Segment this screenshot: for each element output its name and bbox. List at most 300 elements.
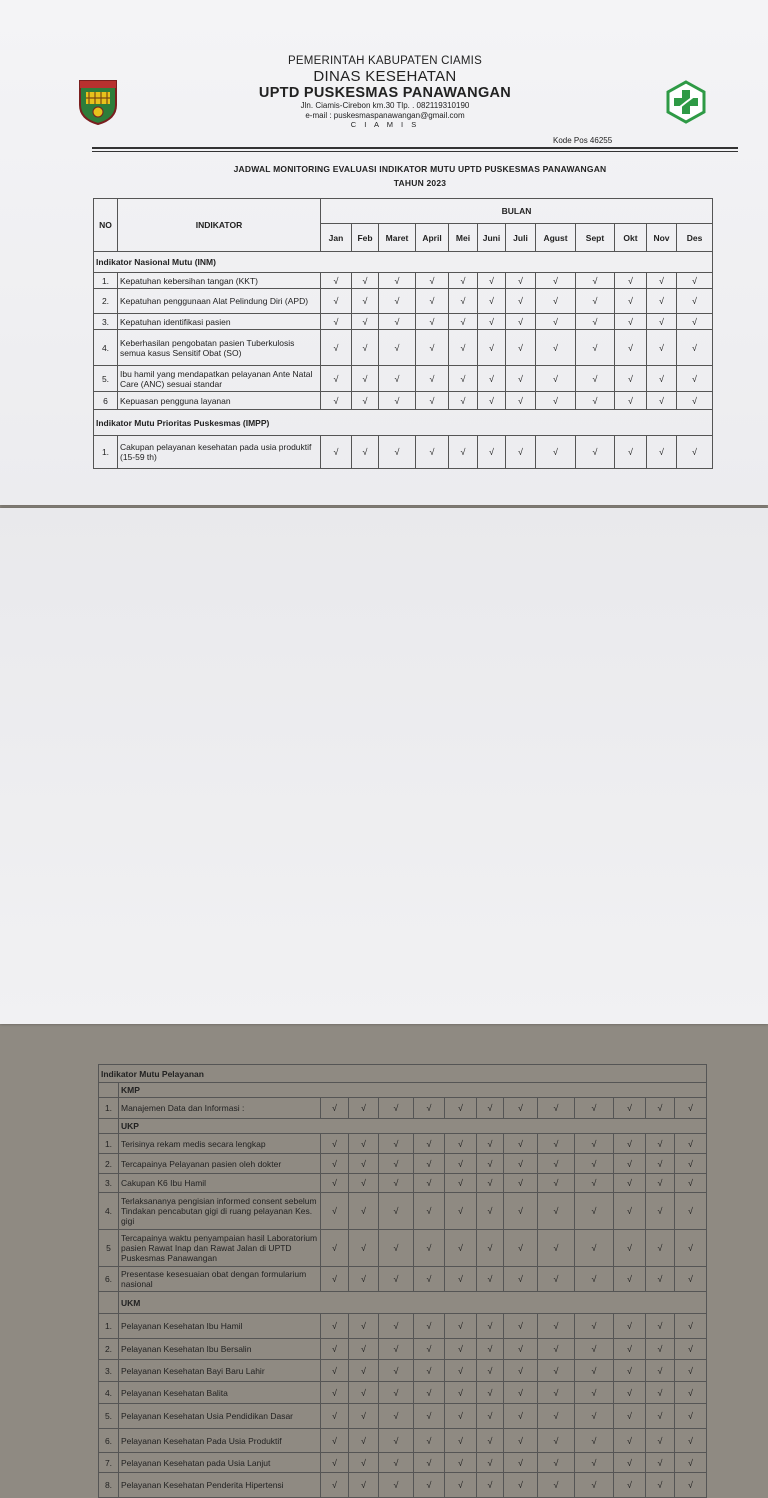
section-title: Indikator Nasional Mutu (INM) (94, 252, 713, 273)
check-mark: √ (477, 1174, 504, 1193)
check-mark: √ (614, 1404, 646, 1429)
check-mark: √ (504, 1193, 538, 1230)
check-mark: √ (445, 1174, 477, 1193)
check-mark: √ (352, 436, 379, 469)
check-mark: √ (646, 1154, 675, 1174)
check-mark: √ (504, 1314, 538, 1339)
check-mark: √ (477, 1453, 504, 1473)
check-mark: √ (445, 1360, 477, 1382)
check-mark: √ (677, 436, 713, 469)
check-mark: √ (414, 1154, 445, 1174)
check-mark: √ (614, 1134, 646, 1154)
check-mark: √ (646, 1360, 675, 1382)
check-mark: √ (321, 1230, 349, 1267)
check-mark: √ (379, 1314, 414, 1339)
check-mark: √ (379, 1382, 414, 1404)
monitoring-table-2 (98, 1064, 707, 1498)
table-row (94, 392, 713, 410)
check-mark: √ (538, 1098, 575, 1119)
check-mark: √ (575, 1230, 614, 1267)
check-mark: √ (445, 1429, 477, 1453)
check-mark: √ (675, 1134, 707, 1154)
check-mark: √ (352, 314, 379, 330)
check-mark: √ (349, 1360, 379, 1382)
check-mark: √ (445, 1473, 477, 1498)
row-number: 1. (99, 1098, 119, 1119)
check-mark: √ (675, 1360, 707, 1382)
check-mark: √ (614, 1314, 646, 1339)
check-mark: √ (449, 366, 478, 392)
indicator-name: Pelayanan Kesehatan Ibu Hamil (119, 1314, 321, 1339)
check-mark: √ (379, 392, 416, 410)
check-mark: √ (575, 1314, 614, 1339)
month-header-april: April (416, 224, 449, 252)
check-mark: √ (506, 392, 536, 410)
check-mark: √ (321, 1154, 349, 1174)
check-mark: √ (575, 1098, 614, 1119)
row-number: 1. (99, 1314, 119, 1339)
institution-name: UPTD PUSKESMAS PANAWANGAN (258, 85, 512, 101)
month-header-nov: Nov (647, 224, 677, 252)
check-mark: √ (478, 436, 506, 469)
month-header-juni: Juni (478, 224, 506, 252)
indicator-name: Tercapainya waktu penyampaian hasil Laboratorium pasien Rawat Inap dan Rawat Jalan di UPTD Puskesmas Panawangan (119, 1230, 321, 1267)
indicator-name: Pelayanan Kesehatan Pada Usia Produktif (119, 1429, 321, 1453)
check-mark: √ (536, 289, 576, 314)
check-mark: √ (349, 1382, 379, 1404)
check-mark: √ (675, 1382, 707, 1404)
check-mark: √ (445, 1453, 477, 1473)
ciamis-regency-logo-icon (77, 75, 119, 125)
check-mark: √ (321, 1360, 349, 1382)
check-mark: √ (379, 330, 416, 366)
indicator-name: Pelayanan Kesehatan Usia Pendidikan Dasar (119, 1404, 321, 1429)
check-mark: √ (614, 1193, 646, 1230)
check-mark: √ (576, 392, 615, 410)
check-mark: √ (615, 289, 647, 314)
indicator-name: Kepatuhan penggunaan Alat Pelindung Diri (APD) (118, 289, 321, 314)
check-mark: √ (614, 1098, 646, 1119)
check-mark: √ (321, 392, 352, 410)
check-mark: √ (646, 1267, 675, 1292)
check-mark: √ (477, 1230, 504, 1267)
check-mark: √ (477, 1314, 504, 1339)
check-mark: √ (536, 366, 576, 392)
month-header-maret: Maret (379, 224, 416, 252)
table-row (94, 436, 713, 469)
table-row (99, 1230, 707, 1267)
check-mark: √ (504, 1339, 538, 1360)
page-sheet-1 (0, 0, 768, 505)
check-mark: √ (677, 330, 713, 366)
table-row (99, 1154, 707, 1174)
check-mark: √ (576, 330, 615, 366)
check-mark: √ (675, 1267, 707, 1292)
check-mark: √ (477, 1134, 504, 1154)
check-mark: √ (576, 273, 615, 289)
indicator-name: Pelayanan Kesehatan pada Usia Lanjut (119, 1453, 321, 1473)
check-mark: √ (536, 330, 576, 366)
monitoring-table-1 (93, 198, 713, 469)
check-mark: √ (321, 1267, 349, 1292)
table-row (99, 1382, 707, 1404)
check-mark: √ (576, 314, 615, 330)
check-mark: √ (379, 273, 416, 289)
check-mark: √ (614, 1339, 646, 1360)
check-mark: √ (575, 1382, 614, 1404)
check-mark: √ (538, 1404, 575, 1429)
table-row (99, 1267, 707, 1292)
check-mark: √ (445, 1193, 477, 1230)
check-mark: √ (675, 1154, 707, 1174)
check-mark: √ (414, 1230, 445, 1267)
column-header-indikator: INDIKATOR (118, 199, 321, 252)
table-row (94, 366, 713, 392)
row-number: 8. (99, 1473, 119, 1498)
row-number: 1. (94, 436, 118, 469)
indicator-name: Kepuasan pengguna layanan (118, 392, 321, 410)
check-mark: √ (349, 1134, 379, 1154)
check-mark: √ (575, 1154, 614, 1174)
check-mark: √ (504, 1174, 538, 1193)
check-mark: √ (538, 1453, 575, 1473)
check-mark: √ (647, 330, 677, 366)
check-mark: √ (379, 366, 416, 392)
check-mark: √ (414, 1098, 445, 1119)
check-mark: √ (477, 1154, 504, 1174)
table-row (99, 1314, 707, 1339)
check-mark: √ (677, 273, 713, 289)
check-mark: √ (477, 1267, 504, 1292)
check-mark: √ (675, 1314, 707, 1339)
indicator-name: Cakupan K6 Ibu Hamil (119, 1174, 321, 1193)
column-header-bulan: BULAN (321, 199, 713, 224)
check-mark: √ (504, 1134, 538, 1154)
check-mark: √ (477, 1382, 504, 1404)
row-number: 3. (99, 1360, 119, 1382)
check-mark: √ (379, 1267, 414, 1292)
check-mark: √ (349, 1314, 379, 1339)
check-mark: √ (646, 1382, 675, 1404)
indicator-name: Kepatuhan identifikasi pasien (118, 314, 321, 330)
indicator-name: Terisinya rekam medis secara lengkap (119, 1134, 321, 1154)
check-mark: √ (379, 436, 416, 469)
check-mark: √ (538, 1134, 575, 1154)
email: e-mail : puskesmaspanawangan@gmail.com (305, 110, 465, 120)
month-header-mei: Mei (449, 224, 478, 252)
check-mark: √ (416, 314, 449, 330)
check-mark: √ (321, 314, 352, 330)
check-mark: √ (575, 1429, 614, 1453)
check-mark: √ (576, 366, 615, 392)
check-mark: √ (646, 1193, 675, 1230)
row-number: 1. (94, 273, 118, 289)
check-mark: √ (321, 1453, 349, 1473)
check-mark: √ (504, 1230, 538, 1267)
check-mark: √ (379, 1473, 414, 1498)
check-mark: √ (677, 314, 713, 330)
month-header-des: Des (677, 224, 713, 252)
indicator-name: Terlaksananya pengisian informed consent sebelum Tindakan pencabutan gigi di ruang pelayanan Kes. gigi (119, 1193, 321, 1230)
check-mark: √ (614, 1154, 646, 1174)
city: C I A M I S (350, 120, 420, 129)
check-mark: √ (536, 392, 576, 410)
table-row (99, 1453, 707, 1473)
indicator-name: Pelayanan Kesehatan Balita (119, 1382, 321, 1404)
check-mark: √ (614, 1267, 646, 1292)
check-mark: √ (646, 1314, 675, 1339)
check-mark: √ (414, 1473, 445, 1498)
check-mark: √ (477, 1098, 504, 1119)
indicator-name: Tercapainya Pelayanan pasien oleh dokter (119, 1154, 321, 1174)
check-mark: √ (379, 1193, 414, 1230)
check-mark: √ (349, 1404, 379, 1429)
letterhead (250, 55, 520, 129)
check-mark: √ (675, 1473, 707, 1498)
row-number: 6 (94, 392, 118, 410)
row-number: 2. (99, 1154, 119, 1174)
check-mark: √ (677, 366, 713, 392)
row-number: 6. (99, 1267, 119, 1292)
check-mark: √ (352, 392, 379, 410)
check-mark: √ (615, 330, 647, 366)
check-mark: √ (646, 1174, 675, 1193)
check-mark: √ (321, 1382, 349, 1404)
table-row (99, 1134, 707, 1154)
month-header-jan: Jan (321, 224, 352, 252)
check-mark: √ (349, 1098, 379, 1119)
check-mark: √ (538, 1429, 575, 1453)
check-mark: √ (647, 436, 677, 469)
check-mark: √ (536, 273, 576, 289)
check-mark: √ (504, 1360, 538, 1382)
table-row (99, 1339, 707, 1360)
check-mark: √ (615, 273, 647, 289)
check-mark: √ (536, 436, 576, 469)
row-number: 2. (94, 289, 118, 314)
check-mark: √ (349, 1193, 379, 1230)
check-mark: √ (352, 273, 379, 289)
table-row (99, 1473, 707, 1498)
check-mark: √ (477, 1473, 504, 1498)
check-mark: √ (506, 366, 536, 392)
check-mark: √ (477, 1339, 504, 1360)
check-mark: √ (615, 314, 647, 330)
check-mark: √ (445, 1134, 477, 1154)
check-mark: √ (321, 1404, 349, 1429)
check-mark: √ (414, 1360, 445, 1382)
check-mark: √ (675, 1230, 707, 1267)
month-header-agust: Agust (536, 224, 576, 252)
check-mark: √ (504, 1382, 538, 1404)
agency-name: DINAS KESEHATAN (313, 68, 457, 85)
check-mark: √ (478, 289, 506, 314)
check-mark: √ (504, 1098, 538, 1119)
check-mark: √ (504, 1429, 538, 1453)
check-mark: √ (445, 1339, 477, 1360)
check-mark: √ (538, 1314, 575, 1339)
check-mark: √ (575, 1267, 614, 1292)
check-mark: √ (349, 1339, 379, 1360)
check-mark: √ (321, 366, 352, 392)
table-row (99, 1098, 707, 1119)
group-title: KMP (119, 1083, 707, 1098)
check-mark: √ (506, 289, 536, 314)
check-mark: √ (414, 1339, 445, 1360)
check-mark: √ (379, 1360, 414, 1382)
check-mark: √ (647, 392, 677, 410)
check-mark: √ (321, 1339, 349, 1360)
check-mark: √ (449, 392, 478, 410)
check-mark: √ (675, 1429, 707, 1453)
check-mark: √ (449, 289, 478, 314)
check-mark: √ (416, 330, 449, 366)
month-header-sept: Sept (576, 224, 615, 252)
check-mark: √ (675, 1098, 707, 1119)
check-mark: √ (614, 1453, 646, 1473)
check-mark: √ (614, 1473, 646, 1498)
page-sheet-2 (0, 508, 768, 1490)
check-mark: √ (321, 1193, 349, 1230)
check-mark: √ (379, 1134, 414, 1154)
check-mark: √ (614, 1382, 646, 1404)
table-row (99, 1404, 707, 1429)
check-mark: √ (647, 314, 677, 330)
document-title (140, 162, 700, 190)
group-spacer (99, 1119, 119, 1134)
table-row (94, 330, 713, 366)
check-mark: √ (538, 1339, 575, 1360)
check-mark: √ (614, 1174, 646, 1193)
check-mark: √ (349, 1453, 379, 1473)
check-mark: √ (379, 1453, 414, 1473)
check-mark: √ (445, 1154, 477, 1174)
group-title: UKM (119, 1292, 707, 1314)
postal-code: Kode Pos 46255 (553, 136, 613, 145)
check-mark: √ (576, 289, 615, 314)
row-number: 7. (99, 1453, 119, 1473)
row-number: 1. (99, 1134, 119, 1154)
check-mark: √ (321, 1429, 349, 1453)
table-row (94, 273, 713, 289)
check-mark: √ (321, 1174, 349, 1193)
row-number: 3. (94, 314, 118, 330)
check-mark: √ (647, 366, 677, 392)
check-mark: √ (675, 1193, 707, 1230)
check-mark: √ (416, 436, 449, 469)
check-mark: √ (445, 1404, 477, 1429)
check-mark: √ (614, 1429, 646, 1453)
check-mark: √ (414, 1134, 445, 1154)
check-mark: √ (414, 1382, 445, 1404)
row-number: 6. (99, 1429, 119, 1453)
check-mark: √ (379, 1174, 414, 1193)
check-mark: √ (449, 273, 478, 289)
check-mark: √ (646, 1339, 675, 1360)
month-header-okt: Okt (615, 224, 647, 252)
check-mark: √ (349, 1154, 379, 1174)
check-mark: √ (646, 1134, 675, 1154)
check-mark: √ (477, 1360, 504, 1382)
check-mark: √ (379, 1339, 414, 1360)
check-mark: √ (614, 1360, 646, 1382)
month-header-juli: Juli (506, 224, 536, 252)
title-line: JADWAL MONITORING EVALUASI INDIKATOR MUTU UPTD PUSKESMAS PANAWANGAN (233, 164, 607, 174)
indicator-name: Presentase kesesuaian obat dengan formularium nasional (119, 1267, 321, 1292)
check-mark: √ (445, 1314, 477, 1339)
row-number: 5. (99, 1404, 119, 1429)
check-mark: √ (414, 1193, 445, 1230)
check-mark: √ (646, 1098, 675, 1119)
group-spacer (99, 1083, 119, 1098)
row-number: 4. (99, 1193, 119, 1230)
check-mark: √ (478, 273, 506, 289)
table-title: Indikator Mutu Pelayanan (99, 1065, 707, 1083)
check-mark: √ (538, 1382, 575, 1404)
column-header-no: NO (94, 199, 118, 252)
address: Jln. Ciamis-Cirebon km.30 Tlp. . 082119310190 (300, 101, 470, 110)
check-mark: √ (506, 436, 536, 469)
check-mark: √ (349, 1473, 379, 1498)
row-number: 2. (99, 1339, 119, 1360)
check-mark: √ (538, 1230, 575, 1267)
check-mark: √ (504, 1154, 538, 1174)
check-mark: √ (675, 1404, 707, 1429)
row-number: 4. (99, 1382, 119, 1404)
check-mark: √ (321, 273, 352, 289)
check-mark: √ (615, 436, 647, 469)
check-mark: √ (379, 314, 416, 330)
check-mark: √ (321, 1314, 349, 1339)
check-mark: √ (445, 1230, 477, 1267)
check-mark: √ (646, 1429, 675, 1453)
check-mark: √ (646, 1230, 675, 1267)
check-mark: √ (506, 314, 536, 330)
indicator-name: Keberhasilan pengobatan pasien Tuberkulosis semua kasus Sensitif Obat (SO) (118, 330, 321, 366)
indicator-name: Kepatuhan kebersihan tangan (KKT) (118, 273, 321, 289)
check-mark: √ (416, 366, 449, 392)
check-mark: √ (538, 1174, 575, 1193)
indicator-name: Cakupan pelayanan kesehatan pada usia produktif (15-59 th) (118, 436, 321, 469)
title-year: TAHUN 2023 (393, 178, 447, 188)
check-mark: √ (414, 1314, 445, 1339)
check-mark: √ (349, 1429, 379, 1453)
indicator-name: Manajemen Data dan Informasi : (119, 1098, 321, 1119)
puskesmas-logo-icon (664, 80, 708, 124)
check-mark: √ (675, 1339, 707, 1360)
check-mark: √ (445, 1098, 477, 1119)
check-mark: √ (478, 366, 506, 392)
check-mark: √ (352, 289, 379, 314)
group-title: UKP (119, 1119, 707, 1134)
check-mark: √ (414, 1453, 445, 1473)
check-mark: √ (506, 330, 536, 366)
check-mark: √ (647, 273, 677, 289)
check-mark: √ (449, 330, 478, 366)
check-mark: √ (575, 1473, 614, 1498)
check-mark: √ (416, 289, 449, 314)
table-row (99, 1193, 707, 1230)
check-mark: √ (538, 1267, 575, 1292)
check-mark: √ (646, 1404, 675, 1429)
check-mark: √ (416, 273, 449, 289)
check-mark: √ (575, 1134, 614, 1154)
check-mark: √ (477, 1429, 504, 1453)
check-mark: √ (575, 1339, 614, 1360)
row-number: 4. (94, 330, 118, 366)
check-mark: √ (615, 392, 647, 410)
check-mark: √ (379, 1230, 414, 1267)
